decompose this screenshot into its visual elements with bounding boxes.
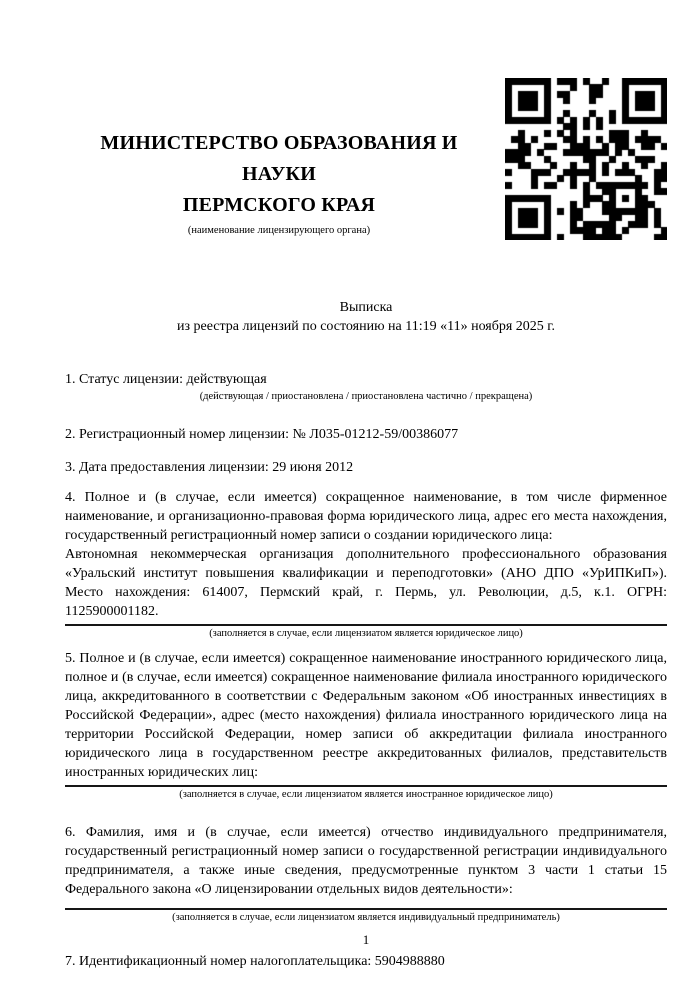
- document-title: [65, 298, 667, 336]
- licensing-authority-block: [65, 78, 505, 237]
- item-4-legal-entity-value: Автономная некоммерческая организация дополнительного профессионального образования «Уральский институт повышения квалификации и переподготовки» (АНО ДПО «УрИПКиП»). Место нахождения: 614007, Пермский край, г. Пермь, ул. Революции, д.5, к.1. ОГРН: 1125900001182.: [65, 546, 667, 619]
- item-5-fill-note-caption: (заполняется в случае, если лицензиатом является иностранное юридическое лицо): [179, 789, 553, 800]
- ministry-name-line1: МИНИСТЕРСТВО ОБРАЗОВАНИЯ И НАУКИ: [100, 132, 458, 185]
- document-body: [65, 370, 667, 971]
- separator-rule-foreign-entity: [65, 785, 667, 787]
- item-7-taxpayer-number: 7. Идентификационный номер налогоплательщика: 5904988880: [65, 954, 445, 969]
- document-title-line1: Выписка: [339, 300, 393, 315]
- separator-rule-legal-entity: [65, 624, 667, 626]
- item-4-fill-note-caption: (заполняется в случае, если лицензиатом является юридическое лицо): [209, 627, 523, 639]
- item-6-fill-note-caption: (заполняется в случае, если лицензиатом является индивидуальный предприниматель): [172, 911, 560, 923]
- item-1-license-status: 1. Статус лицензии: действующая: [65, 372, 267, 387]
- document-title-line2: из реестра лицензий по состоянию на 11:19 «11» ноября 2025 г.: [177, 319, 555, 334]
- page-number: 1: [362, 932, 370, 947]
- item-2-registration-number: 2. Регистрационный номер лицензии: № Л035-01212-59/00386077: [65, 426, 459, 442]
- item-3-grant-date: 3. Дата предоставления лицензии: 29 июня 2012: [65, 459, 354, 475]
- item-1-status-options-caption: (действующая / приостановлена / приостановлена частично / прекращена): [199, 391, 533, 402]
- item-4-legal-entity-statement: 4. Полное и (в случае, если имеется) сокращенное наименование, в том числе фирменное наименование, и организационно-правовая форма юридического лица, адрес его места нахождения, государственный регистрационный номер записи о создании юридического лица:: [65, 489, 667, 543]
- qr-code-icon: [505, 78, 667, 240]
- separator-rule-individual: [65, 908, 667, 910]
- ministry-name-line2: ПЕРМСКОГО КРАЯ: [182, 194, 376, 216]
- document-header: [0, 0, 700, 240]
- item-5-foreign-entity-statement: 5. Полное и (в случае, если имеется) сокращенное наименование иностранного юридического лица, полное и (в случае, если имеется) сокращенное наименование филиала иностранного юридического лица, аккредитованного в соответствии с Федеральным законом «Об иностранных инвестициях в Российской Федерации», адрес (место нахождения) филиала иностранного юридического лица на территории Российской Федерации, номер записи об аккредитации филиала иностранного юридического лица в государственном реестре аккредитованных филиалов, представительств иностранных юридических лиц:: [65, 651, 667, 780]
- item-6-individual-statement: 6. Фамилия, имя и (в случае, если имеется) отчество индивидуального предпринимателя, государственный регистрационный номер записи о государственной регистрации индивидуального предпринимателя, а также иные сведения, предусмотренные пунктом 3 части 1 статьи 15 Федерального закона «О лицензировании отдельных видов деятельности»:: [65, 824, 667, 897]
- ministry-caption: (наименование лицензирующего органа): [187, 225, 371, 236]
